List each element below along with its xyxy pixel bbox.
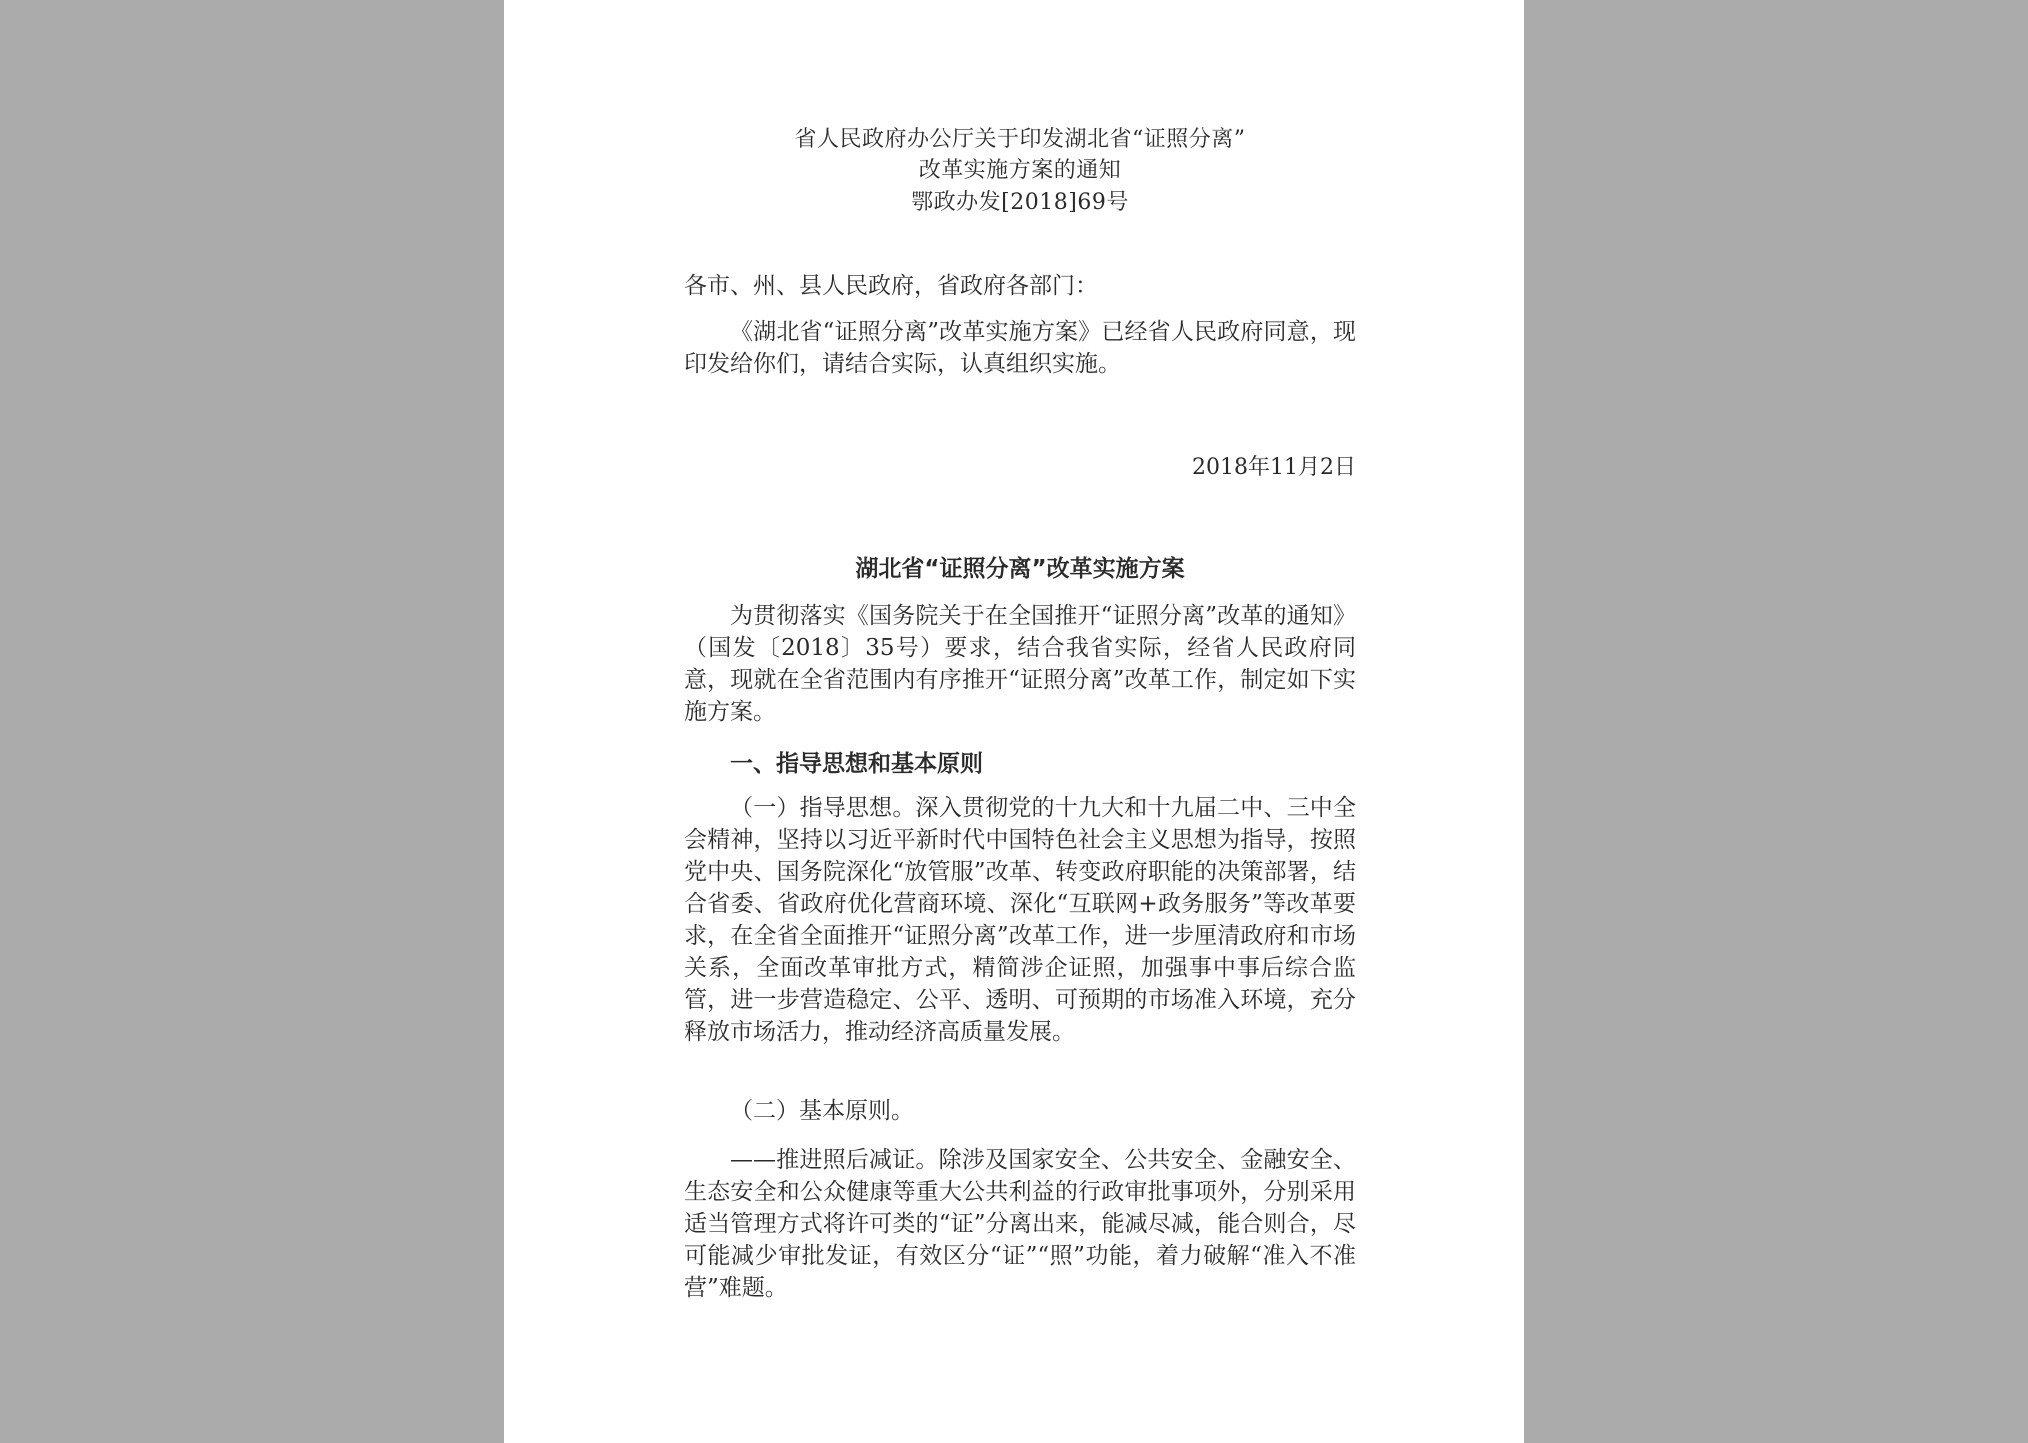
notice-date: 2018年11月2日 (1192, 455, 1356, 480)
section-heading: 一、指导思想和基本原则 (730, 751, 983, 777)
basic-principles-heading: （二）基本原则。 (730, 1098, 914, 1124)
doc-number: 鄂政办发[2018]69号 (911, 190, 1129, 215)
plan-title: 湖北省“证照分离”改革实施方案 (855, 556, 1185, 582)
principle-paragraph: ——推进照后减证。除涉及国家安全、公共安全、金融安全、生态安全和公众健康等重大公共利益的行政审批事项外，分别采用适当管理方式将许可类的“证”分离出来，能减尽减，能合则合，尽可能减少审批发证，有效区分“证”“照”功能，着力破解“准入不准营”难题。 (684, 1147, 1356, 1301)
notice-title-line1: 省人民政府办公厅关于印发湖北省“证照分离” (794, 127, 1246, 152)
guiding-thought-paragraph: （一）指导思想。深入贯彻党的十九大和十九届二中、三中全会精神，坚持以习近平新时代中国特色社会主义思想为指导，按照党中央、国务院深化“放管服”改革、转变政府职能的决策部署，结合省委、省政府优化营商环境、深化“互联网+政务服务”等改革要求，在全省全面推开“证照分离”改革工作，进一步厘清政府和市场关系，全面改革审批方式，精简涉企证照，加强事中事后综合监管，进一步营造稳定、公平、透明、可预期的市场准入环境，充分释放市场活力，推动经济高质量发展。 (684, 795, 1356, 1045)
plan-intro: 为贯彻落实《国务院关于在全国推开“证照分离”改革的通知》（国发〔2018〕35号）要求，结合我省实际，经省人民政府同意，现就在全省范围内有序推开“证照分离”改革工作，制定如下实施方案。 (684, 603, 1356, 725)
notice-title-line2: 改革实施方案的通知 (918, 158, 1122, 183)
document-page (504, 0, 1524, 1443)
salutation: 各市、州、县人民政府，省政府各部门： (684, 273, 1098, 299)
notice-body: 《湖北省“证照分离”改革实施方案》已经省人民政府同意，现印发给你们，请结合实际，认真组织实施。 (684, 319, 1356, 377)
